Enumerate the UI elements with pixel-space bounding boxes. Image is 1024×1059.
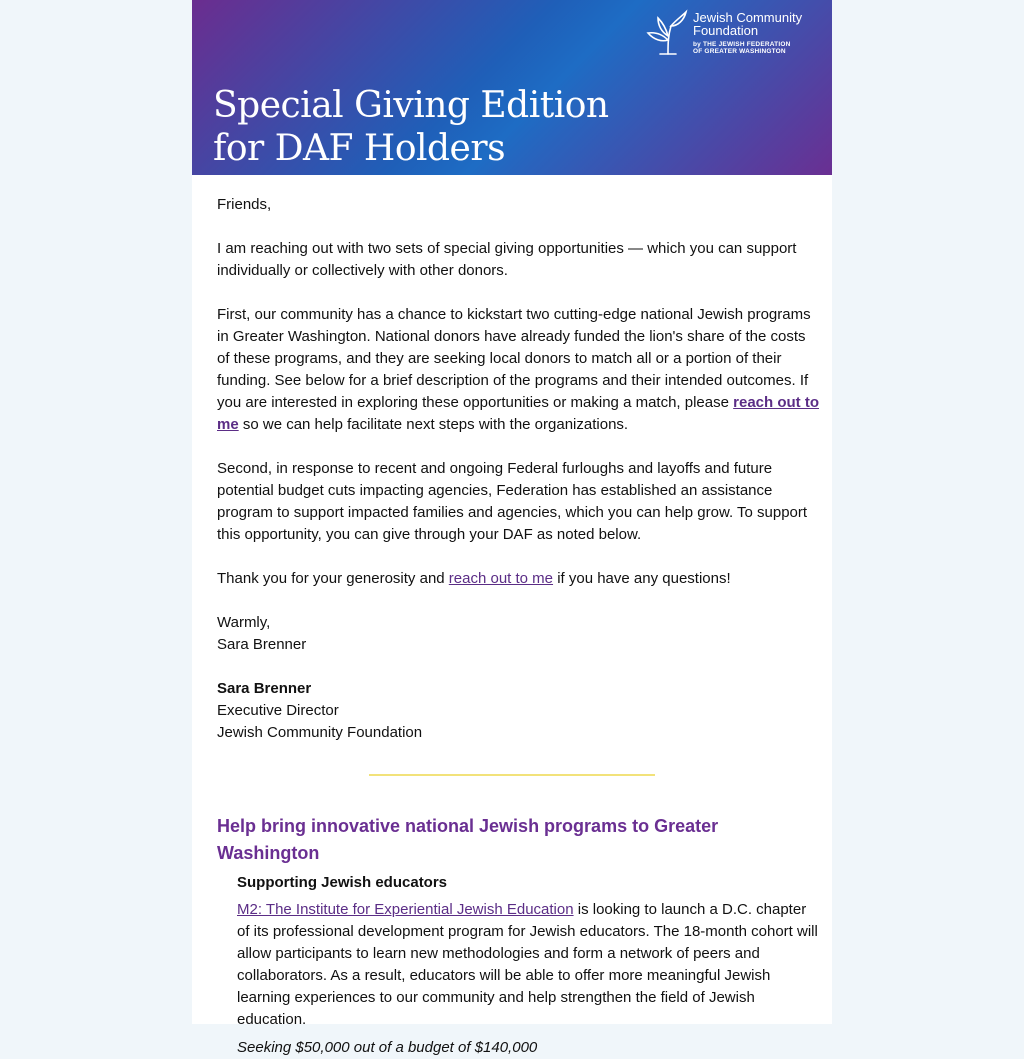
logo-subtitle: by THE JEWISH FEDERATION OF GREATER WASHINGTON <box>693 41 791 55</box>
email-container <box>192 0 832 1056</box>
paragraph-programs-text: First, our community has a chance to kickstart two cutting-edge national Jewish programs in Greater Washington. National donors have already funded the lion's share of the costs of these programs, and they are seeking local donors to match all or a portion of their funding. See below for a brief description of the programs and their intended outcomes. If you are interested in exploring these opportunities or making a match, please <box>217 306 811 411</box>
jcf-logo[interactable] <box>646 10 816 58</box>
closing-name: Sara Brenner <box>217 636 307 653</box>
section-heading: Help bring innovative national Jewish programs to Greater Washington <box>217 816 719 863</box>
section-divider <box>369 774 655 776</box>
greeting: Friends, <box>217 196 272 213</box>
signature-title: Executive Director <box>217 702 339 719</box>
letter-body <box>217 194 821 766</box>
program-description-text: is looking to launch a D.C. chapter of its professional development program for Jewish educators. The 18-month cohort will allow participants to learn new methodologies and form a network of peers and collaborators. As a result, educators will be able to offer more meaningful Jewish learning experiences to our community and help strengthen the field of Jewish education. <box>237 901 818 1028</box>
signature-block <box>217 678 821 744</box>
closing-word: Warmly, <box>217 614 271 631</box>
banner-title: Special Giving Edition for DAF Holders <box>213 85 609 169</box>
paragraph-intro: I am reaching out with two sets of special giving opportunities — which you can support individually or collectively with other donors. <box>217 240 797 279</box>
program-funding-goal: Seeking $50,000 out of a budget of $140,000 <box>237 1039 538 1056</box>
paragraph-thanks-text-end: if you have any questions! <box>553 570 731 587</box>
header-banner <box>192 0 832 175</box>
paragraph-programs-text-end: so we can help facilitate next steps with the organizations. <box>238 416 629 433</box>
closing <box>217 612 821 656</box>
signature-name: Sara Brenner <box>217 680 312 697</box>
program-description <box>237 899 821 1031</box>
paragraph-assistance: Second, in response to recent and ongoing Federal furloughs and layoffs and future potential budget cuts impacting agencies, Federation has established an assistance program to support impacted families and agencies, which you can help grow. To support this opportunity, you can give through your DAF as noted below. <box>217 460 808 543</box>
program-item <box>237 872 821 1059</box>
paragraph-programs <box>217 304 821 436</box>
reach-out-link-1[interactable]: reach out to me <box>217 394 819 433</box>
signature-org: Jewish Community Foundation <box>217 724 423 741</box>
m2-institute-link[interactable]: M2: The Institute for Experiential Jewish Education <box>237 901 574 918</box>
sprout-logo-icon <box>646 10 690 56</box>
program-title: Supporting Jewish educators <box>237 874 448 891</box>
logo-name: Jewish Community Foundation <box>693 10 803 38</box>
paragraph-thanks-text: Thank you for your generosity and <box>217 570 449 587</box>
paragraph-thanks <box>217 568 821 590</box>
reach-out-link-2[interactable]: reach out to me <box>448 570 554 587</box>
